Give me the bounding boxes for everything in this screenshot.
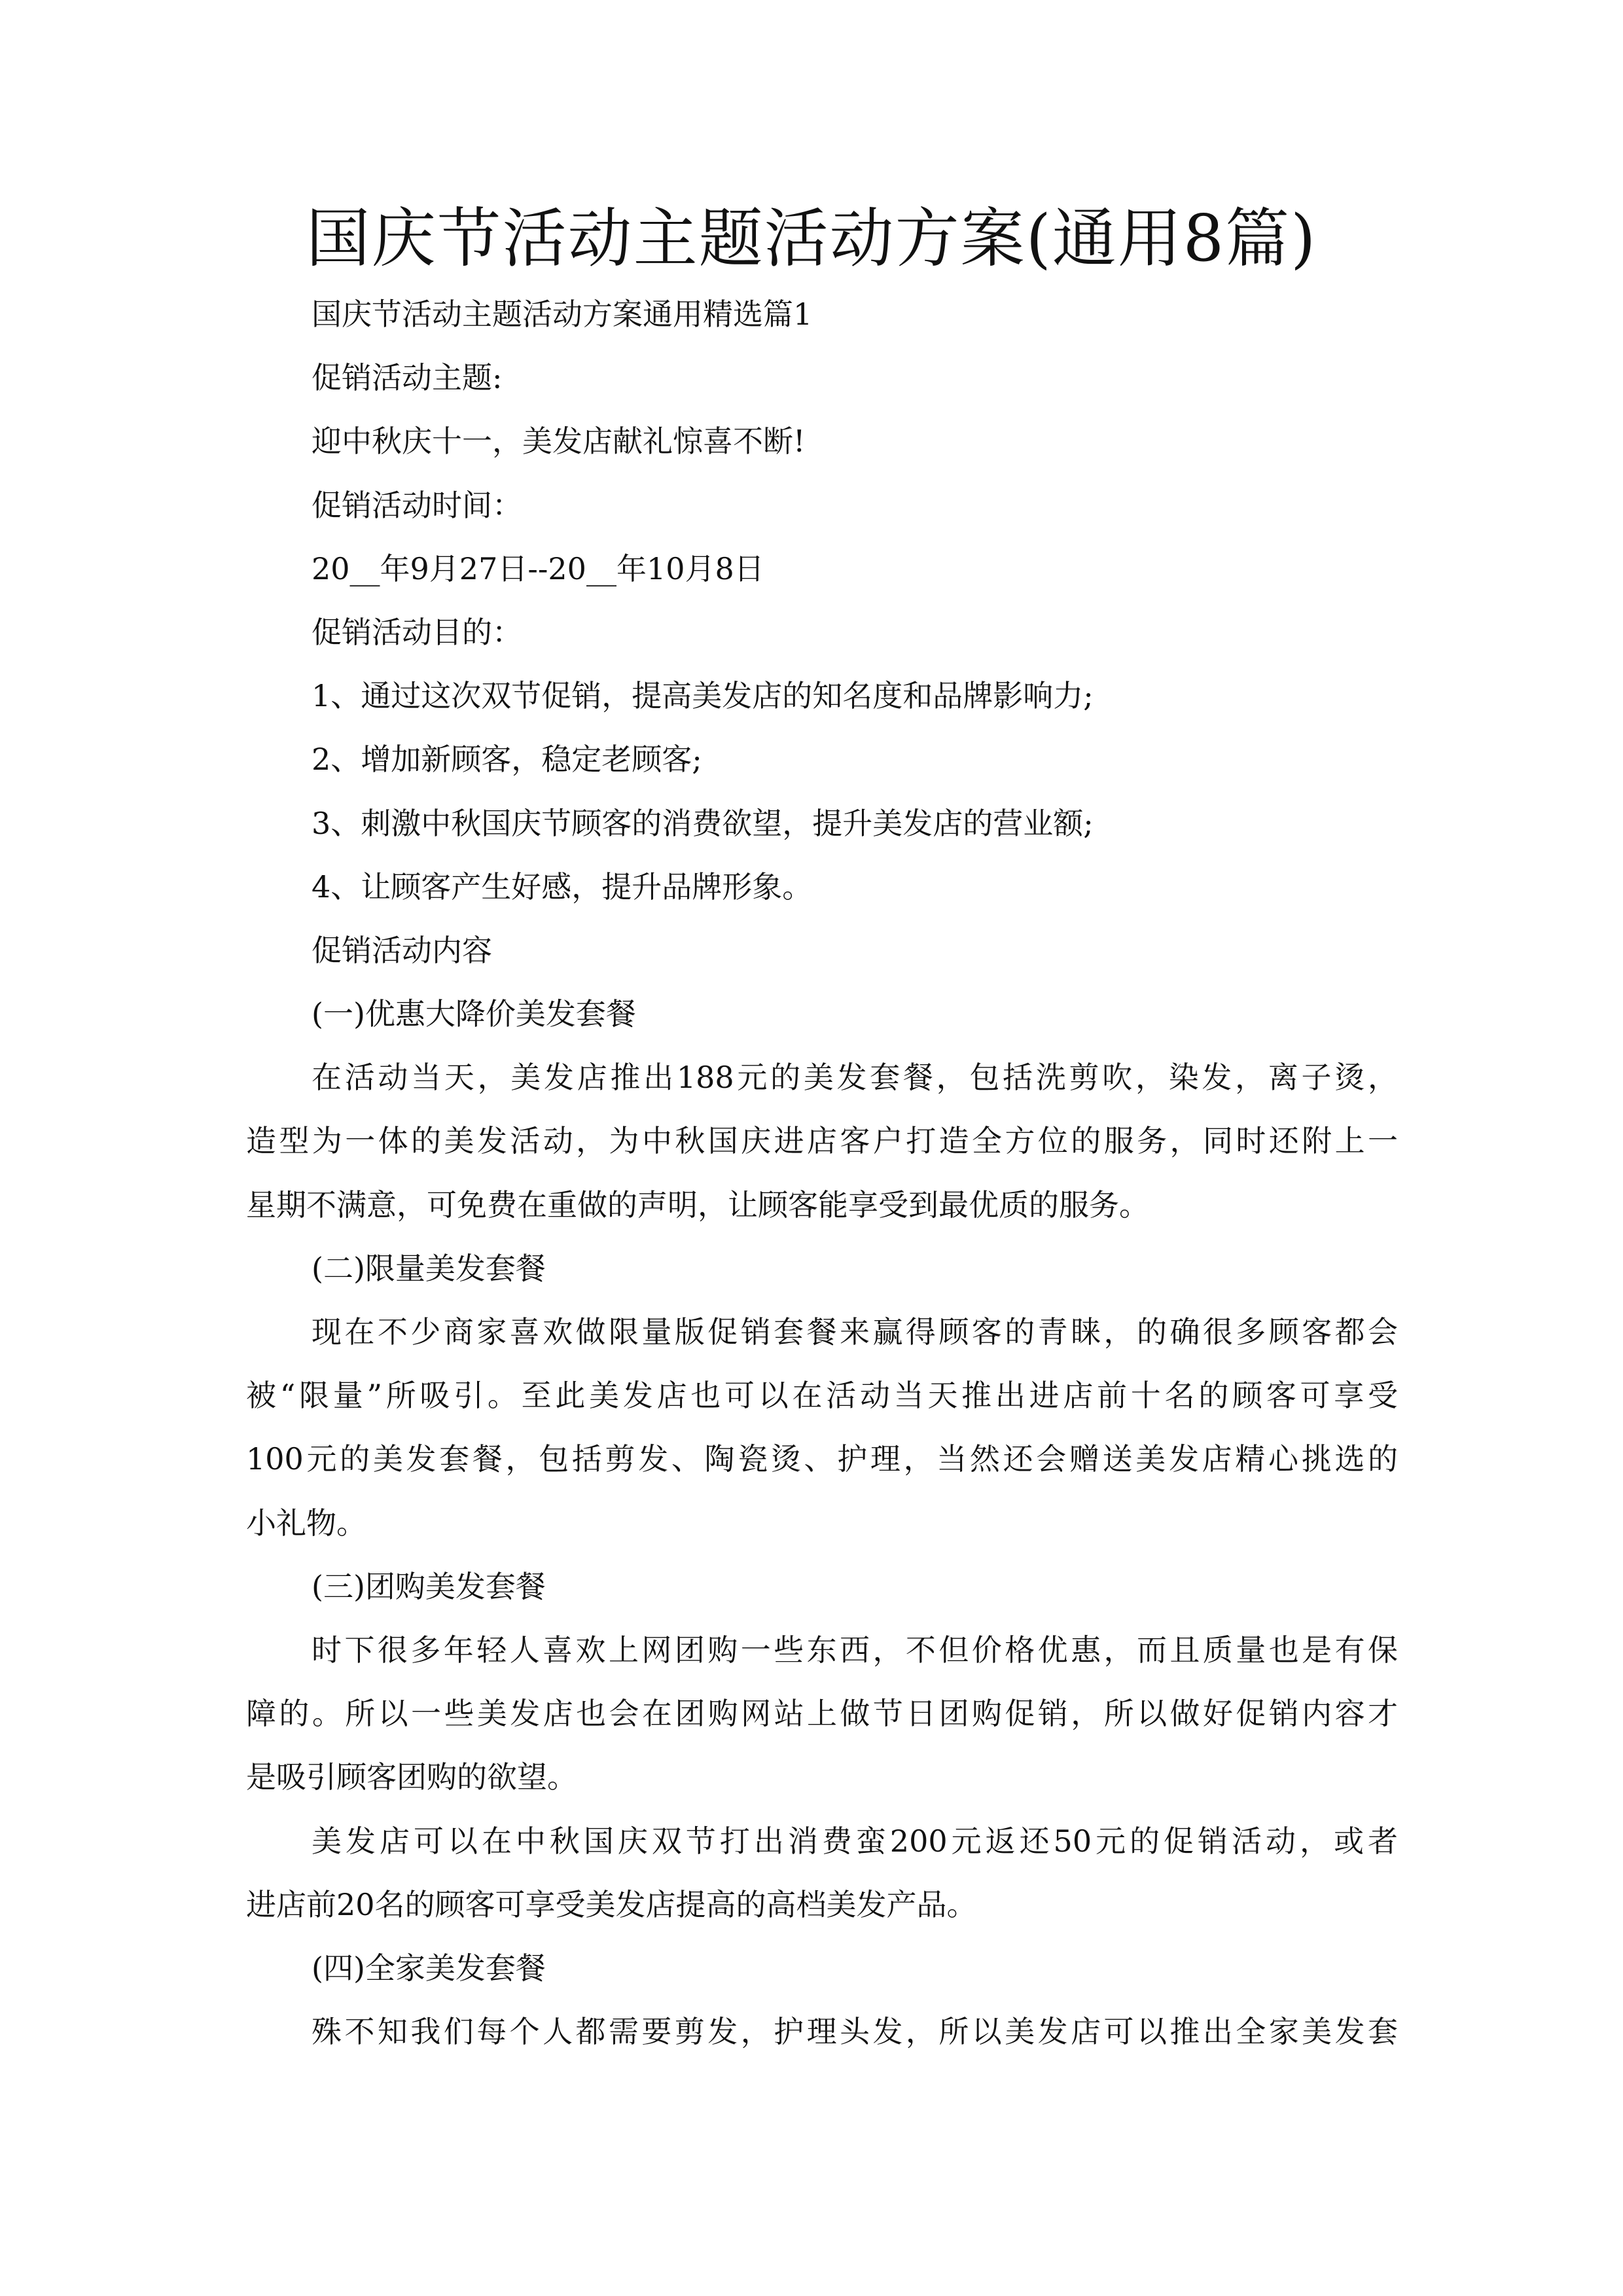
text-line: 促销活动时间： [312,487,522,523]
text-line: 迎中秋庆十一，美发店献礼惊喜不断! [312,423,806,459]
text-line: 100元的美发套餐，包括剪发、陶瓷烫、护理，当然还会赠送美发店精心挑选的 [246,1441,1398,1477]
text-line: 现在不少商家喜欢做限量版促销套餐来赢得顾客的青睐，的确很多顾客都会 [312,1314,1398,1350]
text-line: (一)优惠大降价美发套餐 [312,996,636,1032]
text-line: 被“限量”所吸引。至此美发店也可以在活动当天推出进店前十名的顾客可享受 [246,1378,1398,1414]
text-line: (二)限量美发套餐 [312,1250,546,1286]
text-line: (四)全家美发套餐 [312,1950,546,1986]
text-line: 促销活动目的： [312,614,522,650]
text-line: 时下很多年轻人喜欢上网团购一些东西，不但价格优惠，而且质量也是有保 [312,1632,1398,1668]
text-line: 促销活动内容 [312,932,492,968]
text-line: 1、通过这次双节促销，提高美发店的知名度和品牌影响力; [312,678,1094,714]
text-line: 进店前20名的顾客可享受美发店提高的高档美发产品。 [246,1886,977,1922]
text-line: 美发店可以在中秋国庆双节打出消费蛮200元返还50元的促销活动，或者 [312,1823,1398,1859]
text-line: 国庆节活动主题活动方案通用精选篇1 [312,296,813,332]
text-line: 在活动当天，美发店推出188元的美发套餐，包括洗剪吹，染发，离子烫， [312,1060,1398,1096]
text-line: 4、让顾客产生好感，提升品牌形象。 [312,869,813,905]
text-line: 造型为一体的美发活动，为中秋国庆进店客户打造全方位的服务，同时还附上一 [246,1123,1398,1159]
text-line: 2、增加新顾客，稳定老顾客; [312,742,702,778]
text-line: (三)团购美发套餐 [312,1568,546,1604]
document-body [246,283,1398,2064]
text-line: 促销活动主题: [312,360,503,396]
text-line: 3、刺激中秋国庆节顾客的消费欲望，提升美发店的营业额; [312,805,1094,841]
document-title: 国庆节活动主题活动方案(通用8篇) [306,202,1317,276]
text-line: 小礼物。 [246,1505,366,1541]
text-line: 20__年9月27日--20__年10月8日 [312,550,764,586]
text-line: 是吸引顾客团购的欲望。 [246,1759,577,1795]
text-line: 星期不满意，可免费在重做的声明，让顾客能享受到最优质的服务。 [246,1187,1149,1223]
text-line: 殊不知我们每个人都需要剪发，护理头发，所以美发店可以推出全家美发套 [312,2014,1398,2050]
text-line: 障的。所以一些美发店也会在团购网站上做节日团购促销，所以做好促销内容才 [246,1696,1398,1732]
